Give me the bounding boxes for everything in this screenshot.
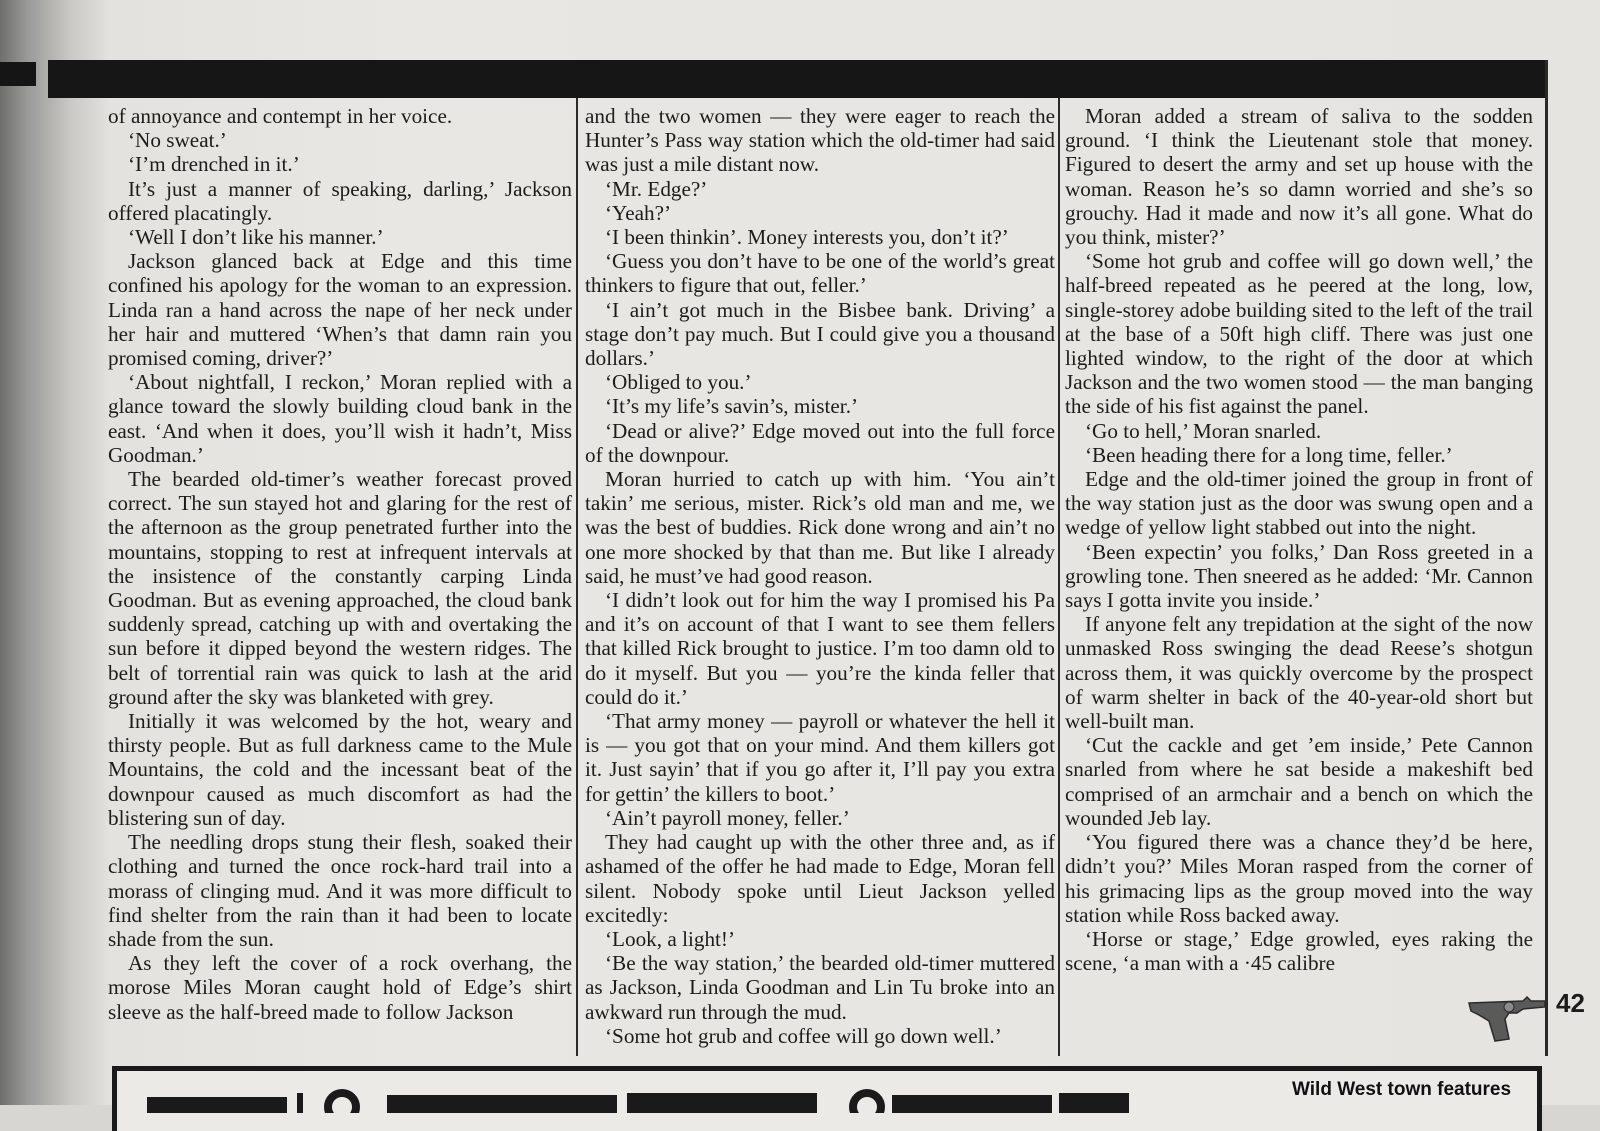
paragraph: ‘Dead or alive?’ Edge moved out into the full force of the downpour.: [585, 418, 1055, 467]
paragraph: As they left the cover of a rock overhang, the morose Miles Moran caught hold of Edge’s shirt sleeve as the half-breed made to follow Jackson: [108, 951, 572, 1024]
paragraph: ‘It’s my life’s savin’s, mister.’: [605, 394, 859, 419]
ad-title-lettering-icon: [147, 1083, 1147, 1113]
paragraph: ‘Cut the cackle and get ’em inside,’ Pete Cannon snarled from where he sat beside a makeshift bed comprised of an armchair and a bench on which the wounded Jeb lay.: [1065, 733, 1533, 830]
paragraph: ‘Ain’t payroll money, feller.’: [605, 805, 850, 830]
paragraph: ‘Been expectin’ you folks,’ Dan Ross greeted in a growling tone. Then sneered as he added: ‘Mr. Cannon says I gotta invite you inside.’: [1065, 539, 1533, 613]
text-column-2: [585, 104, 1055, 1054]
paragraph: ‘I been thinkin’. Money interests you, don’t it?’: [605, 225, 1009, 250]
paragraph: ‘Horse or stage,’ Edge growled, eyes raking the scene, ‘a man with a ·45 calibre: [1065, 926, 1533, 976]
advertisement-box: [112, 1066, 1542, 1131]
paragraph: Moran added a stream of saliva to the sodden ground. ‘I think the Lieutenant stole that money. Figured to desert the army and set up house with the woman. Reason he’s so damn worried and she’s so grouchy. Had it made and now it’s all gone. What do you think, mister?’: [1065, 104, 1533, 250]
paragraph: ‘You figured there was a chance they’d be here, didn’t you?’ Miles Moran rasped from the corner of his grimacing lips as the group moved into the way station while Ross backed away.: [1065, 830, 1533, 927]
paragraph: They had caught up with the other three and, as if ashamed of the offer he had made to Edge, Moran fell silent. Nobody spoke until Lieut Jackson yelled excitedly:: [585, 830, 1055, 927]
paragraph: ‘Some hot grub and coffee will go down well,’ the half-breed repeated as he peered at the long, low, single-storey adobe building sited to the left of the trail at the base of a 50ft high cliff. There was just one lighted window, to the right of the door at which Jackson and the two women stood — the man banging the side of his fist against the panel.: [1065, 249, 1533, 419]
paragraph: ‘Mr. Edge?’: [605, 176, 708, 201]
paragraph: Jackson glanced back at Edge and this time confined his apology for the woman to an expression. Linda ran a hand across the nape of her neck under her hair and muttered ‘When’s that damn rain you promised coming, driver?’: [108, 249, 572, 371]
paragraph: ‘Guess you don’t have to be one of the world’s great thinkers to figure that out, feller.’: [585, 249, 1055, 298]
paragraph: ‘Be the way station,’ the bearded old-timer muttered as Jackson, Linda Goodman and Lin Tu broke into an awkward run through the mud.: [585, 951, 1055, 1024]
text-column-1: [108, 104, 572, 1054]
text-column-3: [1065, 104, 1533, 1054]
page-number: 42: [1556, 988, 1585, 1018]
paragraph: ‘Obliged to you.’: [605, 370, 752, 395]
paragraph: Initially it was welcomed by the hot, weary and thirsty people. But as full darkness came to the Mule Mountains, the cold and the incessant beat of the downpour caused as much discomfort as had the blistering sun of day.: [108, 709, 572, 830]
paragraph: and the two women — they were eager to reach the Hunter’s Pass way station which the old-timer had said was just a mile distant now.: [585, 104, 1055, 177]
paragraph: ‘I’m drenched in it.’: [128, 152, 300, 177]
column-rule: [1058, 98, 1060, 1056]
paragraph: ‘Been heading there for a long time, feller.’: [1085, 442, 1453, 467]
paragraph: The needling drops stung their flesh, soaked their clothing and turned the once rock-hard trail into a morass of clinging mud. And it was more difficult to find shelter from the rain than it had been to locate shade from the sun.: [108, 830, 572, 951]
paragraph: ‘Yeah?’: [605, 200, 672, 225]
paragraph: ‘About nightfall, I reckon,’ Moran replied with a glance toward the slowly building cloud bank in the east. ‘And when it does, you’ll wish it hadn’t, Miss Goodman.’: [108, 370, 572, 467]
paragraph: ‘Some hot grub and coffee will go down well.’: [605, 1023, 1002, 1048]
paragraph: ‘Well I don’t like his manner.’: [128, 225, 384, 250]
paragraph: of annoyance and contempt in her voice.: [108, 104, 453, 128]
paragraph: ‘I didn’t look out for him the way I promised his Pa and it’s on account of that I want to see them fellers that killed Rick brought to justice. I’m too damn old to do it myself. But you — you’re the kinda feller that could do it.’: [585, 588, 1055, 709]
header-bar: [48, 60, 1548, 98]
paragraph: It’s just a manner of speaking, darling,’ Jackson offered placatingly.: [108, 176, 572, 225]
paragraph: ‘Go to hell,’ Moran snarled.: [1085, 418, 1322, 443]
paragraph: ‘That army money — payroll or whatever the hell it is — you got that on your mind. And them killers got it. Just sayin’ that if you go after it, I’ll pay you extra for gettin’ the killers to boot.’: [585, 709, 1055, 806]
ad-caption: Wild West town features: [1292, 1079, 1512, 1100]
paragraph: ‘Look, a light!’: [605, 926, 736, 951]
column-rule: [576, 98, 578, 1056]
paragraph: Edge and the old-timer joined the group in front of the way station just as the door was swung open and a wedge of yellow light stabbed out into the night.: [1065, 467, 1533, 540]
paragraph: The bearded old-timer’s weather forecast proved correct. The sun stayed hot and glaring for the rest of the afternoon as the group penetrated further into the mountains, stopping to rest at infrequent intervals at the insistence of the constantly carping Linda Goodman. But as evening approached, the cloud bank suddenly spread, catching up with and overtaking the sun before it dipped beyond the western ridges. The belt of torrential rain was quick to lash at the arid ground after the sky was blanketed with grey.: [108, 467, 572, 709]
paragraph: Moran hurried to catch up with him. ‘You ain’t takin’ me serious, mister. Rick’s old man and me, we was the best of buddies. Rick done wrong and ain’t no one more shocked by that than me. But like I already said, he must’ve had good reason.: [585, 467, 1055, 588]
column-rule: [1545, 60, 1548, 1056]
paragraph: If anyone felt any trepidation at the sight of the now unmasked Ross swinging the dead Reese’s shotgun across them, it was quickly overcome by the prospect of warm shelter in back of the 40-year-old short but well-built man.: [1065, 612, 1533, 734]
revolver-icon: [1465, 993, 1553, 1045]
gutter-mark: [0, 62, 36, 86]
paragraph: ‘I ain’t got much in the Bisbee bank. Driving’ a stage don’t pay much. But I could give you a thousand dollars.’: [585, 297, 1055, 371]
paragraph: ‘No sweat.’: [128, 128, 227, 153]
